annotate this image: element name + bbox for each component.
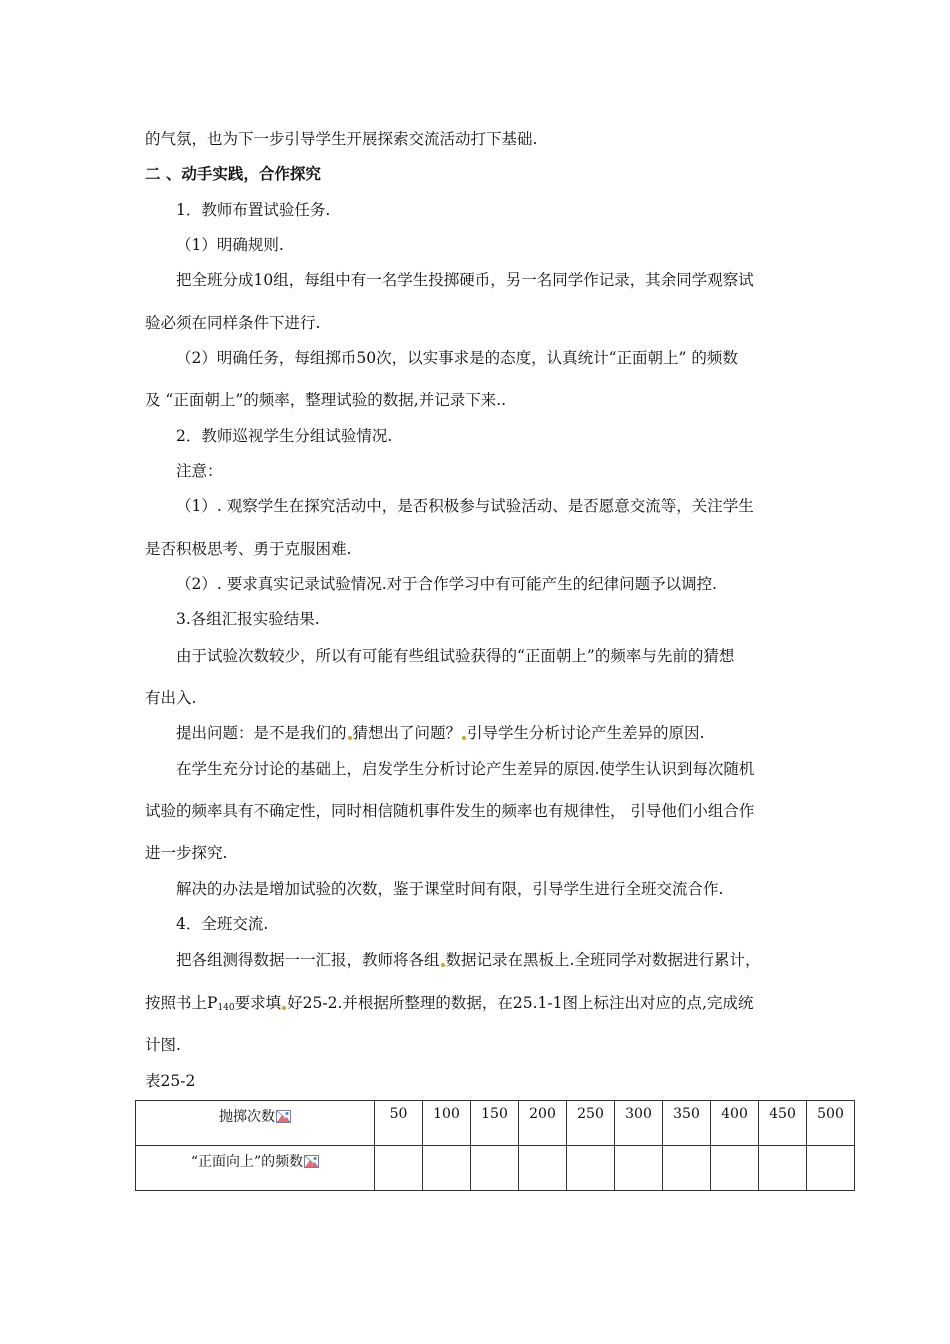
table-cell: 500 [807,1101,855,1146]
table-cell: 300 [615,1101,663,1146]
text-line: 的气氛，也为下一步引导学生开展探索交流活动打下基础. [145,130,538,148]
table-cell[interactable] [519,1146,567,1191]
row-label: 抛掷次数 [219,1109,275,1125]
table-cell: 100 [423,1101,471,1146]
text-line: 解决的办法是增加试验的次数，鉴于课堂时间有限，引导学生进行全班交流合作. [176,880,724,898]
text-line: 验必须在同样条件下进行. [145,314,321,332]
text-line: 1．教师布置试验任务. [176,201,331,219]
text-line: 计图. [145,1036,181,1054]
text-fragment: 按照书上P [145,994,218,1012]
table-row [136,1146,855,1191]
table-cell[interactable] [471,1146,519,1191]
text-line: 3.各组汇报实验结果. [176,610,320,628]
text-line: 由于试验次数较少，所以有可能有些组试验获得的“正面朝上”的频率与先前的猜想 [176,647,735,665]
embedded-image-icon [276,1110,291,1123]
text-line: （2）明确任务，每组掷币50次，以实事求是的态度，认真统计“正面朝上” 的频数 [176,349,738,367]
embedded-image-icon [304,1155,319,1168]
text-fragment: 把各组测得数据一一汇报，教师将各组 [176,951,440,969]
table-cell[interactable] [615,1146,663,1191]
text-line: 4．全班交流. [176,915,269,933]
table-cell[interactable] [375,1146,423,1191]
page-subscript: 140 [217,1003,235,1013]
marker-dot [462,736,466,740]
text-fragment: 猜想出了问题？ [352,724,462,742]
table-caption: 表25-2 [145,1072,196,1090]
text-line: 及 “正面朝上”的频率，整理试验的数据,并记录下来.. [145,391,507,409]
text-line [176,723,704,743]
table-cell: 150 [471,1101,519,1146]
table-cell: 400 [711,1101,759,1146]
table-cell[interactable] [711,1146,759,1191]
text-line: （1）. 观察学生在探究活动中，是否积极参与试验活动、是否愿意交流等，关注学生 [176,497,754,515]
text-fragment: 要求填 [234,994,282,1012]
table-cell[interactable] [759,1146,807,1191]
text-line: 把全班分成10组，每组中有一名学生投掷硬币，另一名同学作记录，其余同学观察试 [176,271,754,289]
section-heading: 二 、动手实践，合作探究 [145,165,321,183]
text-line: 2．教师巡视学生分组试验情况. [176,427,393,445]
table-cell: 250 [567,1101,615,1146]
table-cell[interactable] [807,1146,855,1191]
text-line: 注意： [176,462,223,480]
text-fragment: 提出问题：是不是我们的 [176,724,347,742]
table-cell: 50 [375,1101,423,1146]
table-header-cell [136,1146,375,1191]
text-line [176,950,760,970]
text-line: 是否积极思考、勇于克服困难. [145,540,352,558]
frequency-table [135,1100,855,1191]
marker-dot [441,963,445,967]
text-line: 在学生充分讨论的基础上，启发学生分析讨论产生差异的原因.使学生认识到每次随机 [176,760,755,778]
row-label: “正面向上”的频数 [190,1154,304,1170]
marker-dot [348,736,352,740]
table-cell: 200 [519,1101,567,1146]
text-fragment: 好25-2.并根据所整理的数据，在25.1-1图上标注出对应的点,完成统 [287,994,754,1012]
text-line: （2）. 要求真实记录试验情况.对于合作学习中有可能产生的纪律问题予以调控. [176,575,718,593]
text-line: 有出入. [145,689,197,707]
text-fragment: 数据记录在黑板上.全班同学对数据进行累计， [445,951,761,969]
table-cell: 350 [663,1101,711,1146]
text-line [145,993,753,1018]
table-cell: 450 [759,1101,807,1146]
table-header-cell [136,1101,375,1146]
table-cell[interactable] [663,1146,711,1191]
marker-dot [282,1006,286,1010]
table-cell[interactable] [567,1146,615,1191]
text-fragment: 引导学生分析讨论产生差异的原因. [467,724,705,742]
text-line: 进一步探究. [145,844,228,862]
text-line: 试验的频率具有不确定性，同时相信随机事件发生的频率也有规律性， 引导他们小组合作 [145,802,755,820]
text-line: （1）明确规则. [176,236,284,254]
table-cell[interactable] [423,1146,471,1191]
table-row [136,1101,855,1146]
